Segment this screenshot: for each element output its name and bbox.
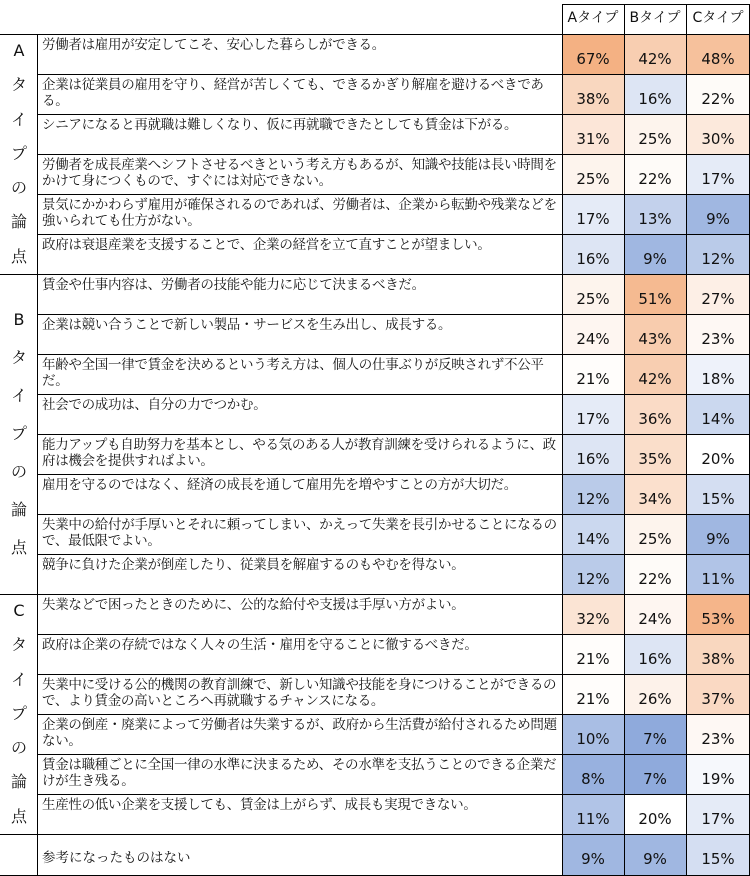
column-divider [686, 4, 687, 876]
value-cell: 17% [686, 794, 750, 834]
value-cell: 43% [624, 314, 686, 354]
row-divider [38, 634, 750, 635]
row-divider [38, 314, 750, 315]
value-cell: 34% [624, 474, 686, 514]
value-cell: 38% [562, 74, 624, 114]
value-cell: 42% [624, 354, 686, 394]
statement-text: 賃金や仕事内容は、労働者の技能や能力に応じて決まるべきだ。 [42, 277, 425, 293]
value-cell: 67% [562, 34, 624, 74]
row-divider [38, 754, 750, 755]
value-cell: 35% [624, 434, 686, 474]
group-divider [0, 34, 750, 35]
value-cell: 17% [562, 194, 624, 234]
table-row [38, 34, 750, 74]
value-cell: 9% [624, 834, 686, 876]
value-cell: 36% [624, 394, 686, 434]
group-label: C タ イ プ の 論 点 [10, 601, 27, 826]
statement-text: 失業中の給付が手厚いとそれに頼ってしまい、かえって失業を長引かせることになるので、最低限でよい。 [42, 517, 557, 549]
row-divider [38, 474, 750, 475]
table-row [38, 114, 750, 154]
value-cell: 10% [562, 714, 624, 754]
value-cell: 7% [624, 754, 686, 794]
table-row [38, 554, 750, 594]
table-row [38, 594, 750, 634]
statement-text: 雇用を守るのではなく、経済の成長を通して雇用先を増やすことの方が大切だ。 [42, 477, 517, 493]
header-top-border [562, 4, 750, 5]
group-label: B タ イ プ の 論 点 [10, 310, 27, 557]
row-divider [38, 554, 750, 555]
value-cell: 16% [624, 634, 686, 674]
value-cell: 17% [686, 154, 750, 194]
row-divider [38, 794, 750, 795]
value-cell: 22% [624, 554, 686, 594]
value-cell: 23% [686, 714, 750, 754]
statement-text: シニアになると再就職は難しくなり、仮に再就職できたとしても賃金は下がる。 [42, 117, 518, 133]
value-cell: 21% [562, 674, 624, 714]
value-cell: 48% [686, 34, 750, 74]
value-cell: 23% [686, 314, 750, 354]
column-header-b: Bタイプ [629, 10, 681, 26]
table-row [38, 194, 750, 234]
table-row [38, 354, 750, 394]
value-cell: 24% [624, 594, 686, 634]
row-divider [38, 274, 750, 275]
value-cell: 7% [624, 714, 686, 754]
value-cell: 11% [686, 554, 750, 594]
value-cell: 22% [686, 74, 750, 114]
value-cell: 21% [562, 354, 624, 394]
row-divider [38, 354, 750, 355]
value-cell: 30% [686, 114, 750, 154]
column-divider [562, 4, 563, 876]
statement-text: 失業などで困ったときのために、公的な給付や支援は手厚い方がよい。 [42, 597, 465, 613]
statement-text: 政府は企業の存続ではなく人々の生活・雇用を守ることに徹するべきだ。 [42, 637, 478, 653]
row-divider [38, 234, 750, 235]
value-cell: 8% [562, 754, 624, 794]
statement-text: 社会での成功は、自分の力でつかむ。 [42, 397, 267, 413]
value-cell: 20% [686, 434, 750, 474]
row-divider [38, 714, 750, 715]
row-divider [38, 434, 750, 435]
table-row [38, 674, 750, 714]
value-cell: 17% [562, 394, 624, 434]
table-row [38, 154, 750, 194]
column-header-c: Cタイプ [692, 10, 744, 26]
group-divider [0, 834, 750, 835]
group-label: A タ イ プ の 論 点 [10, 41, 27, 266]
row-divider [38, 394, 750, 395]
value-cell: 25% [624, 514, 686, 554]
value-cell: 13% [624, 194, 686, 234]
value-cell: 21% [562, 634, 624, 674]
statement-text: 企業は競い合うことで新しい製品・サービスを生み出し、成長する。 [42, 317, 452, 333]
table-row [38, 434, 750, 474]
row-divider [38, 674, 750, 675]
statement-text: 生産性の低い企業を支援しても、賃金は上がらず、成長も実現できない。 [42, 797, 477, 813]
value-cell: 9% [624, 234, 686, 274]
table-row [38, 634, 750, 674]
statement-text: 労働者を成長産業へシフトさせるべきという考え方もあるが、知識や技能は長い時間をかけて身につくもので、すぐには対応できない。 [42, 157, 557, 189]
value-cell: 12% [686, 234, 750, 274]
value-cell: 12% [562, 554, 624, 594]
value-cell: 32% [562, 594, 624, 634]
table-row [38, 74, 750, 114]
statement-text: 賃金は職種ごとに全国一律の水準に決まるため、その水準を支払うことのできる企業だけが生き残る。 [42, 757, 557, 789]
value-cell: 15% [686, 834, 750, 876]
value-cell: 25% [624, 114, 686, 154]
row-divider [38, 514, 750, 515]
statement-text: 企業は従業員の雇用を守り、経営が苦しくても、できるかぎり解雇を避けるべきである。 [42, 77, 544, 109]
value-cell: 51% [624, 274, 686, 314]
value-cell: 42% [624, 34, 686, 74]
value-cell: 9% [562, 834, 624, 876]
value-cell: 25% [562, 274, 624, 314]
row-divider [38, 194, 750, 195]
value-cell: 25% [562, 154, 624, 194]
value-cell: 14% [562, 514, 624, 554]
statement-text: 能力アップも自助努力を基本とし、やる気のある人が教育訓練を受けられるように、政府は機会を提供すればよい。 [42, 437, 556, 469]
column-header-a: Aタイプ [567, 10, 619, 26]
row-divider [38, 154, 750, 155]
table-row [38, 514, 750, 554]
value-cell: 16% [624, 74, 686, 114]
statement-text: 競争に負けた企業が倒産したり、従業員を解雇するのもやむを得ない。 [42, 557, 465, 573]
value-cell: 37% [686, 674, 750, 714]
row-divider [38, 74, 750, 75]
value-cell: 26% [624, 674, 686, 714]
statement-text: 年齢や全国一律で賃金を決めるという考え方は、個人の仕事ぶりが反映されず不公平だ。 [42, 357, 544, 389]
value-cell: 19% [686, 754, 750, 794]
footer-text: 参考になったものはない [42, 850, 191, 866]
statement-text: 政府は衰退産業を支援することで、企業の経営を立て直すことが望ましい。 [42, 237, 491, 253]
statement-text: 企業の倒産・廃業によって労働者は失業するが、政府から生活費が給付されるため問題ない。 [42, 717, 557, 749]
value-cell: 16% [562, 434, 624, 474]
table-row [38, 314, 750, 354]
table-row [38, 274, 750, 314]
table-row [38, 394, 750, 434]
value-cell: 20% [624, 794, 686, 834]
value-cell: 27% [686, 274, 750, 314]
value-cell: 38% [686, 634, 750, 674]
value-cell: 9% [686, 514, 750, 554]
value-cell: 14% [686, 394, 750, 434]
value-cell: 12% [562, 474, 624, 514]
value-cell: 9% [686, 194, 750, 234]
value-cell: 24% [562, 314, 624, 354]
value-cell: 22% [624, 154, 686, 194]
table-row [38, 754, 750, 794]
value-cell: 18% [686, 354, 750, 394]
value-cell: 53% [686, 594, 750, 634]
value-cell: 11% [562, 794, 624, 834]
value-cell: 15% [686, 474, 750, 514]
statement-text: 労働者は雇用が安定してこそ、安心した暮らしができる。 [42, 37, 385, 53]
table-row [38, 234, 750, 274]
table-row [38, 714, 750, 754]
statement-text: 失業中に受ける公的機関の教育訓練で、新しい知識や技能を身につけることができるので、より賃金の高いところへ再就職するチャンスになる。 [42, 677, 557, 709]
column-divider [624, 4, 625, 876]
group-cell [0, 834, 38, 876]
value-cell: 16% [562, 234, 624, 274]
value-cell: 31% [562, 114, 624, 154]
statement-text: 景気にかかわらず雇用が確保されるのであれば、労働者は、企業から転勤や残業などを強いられても仕方がない。 [42, 197, 557, 229]
row-divider [38, 114, 750, 115]
table-row [38, 794, 750, 834]
row-divider [38, 594, 750, 595]
table-row [38, 474, 750, 514]
